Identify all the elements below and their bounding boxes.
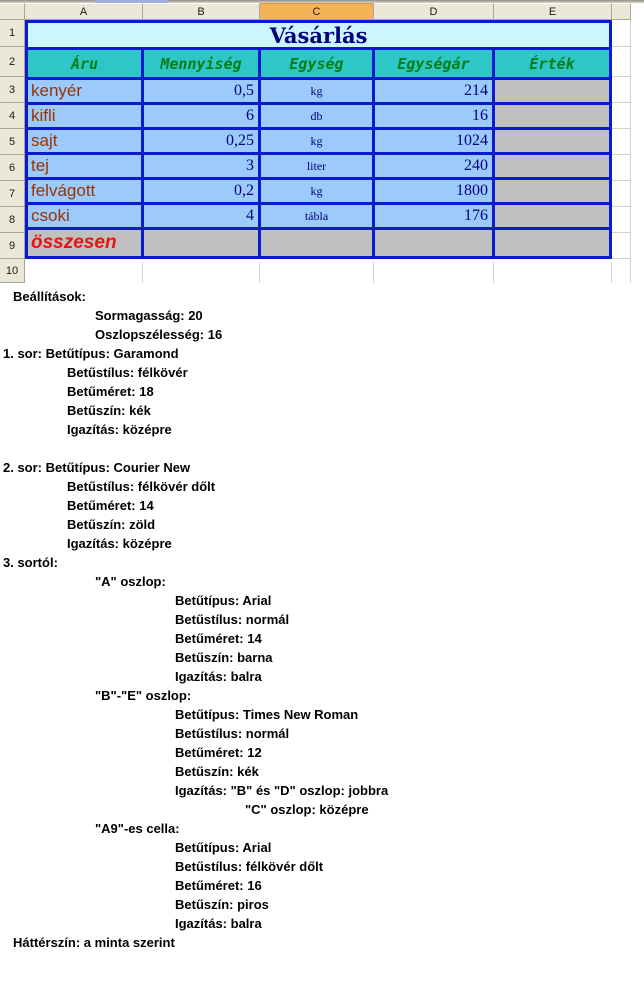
cell-a4[interactable]: kifli [28,105,141,127]
cell-c9[interactable] [261,230,372,256]
column-header-a[interactable]: A [25,3,143,20]
select-all-corner[interactable] [0,3,25,20]
gridline [612,102,630,103]
settings-line: Sormagasság: 20 [95,308,203,323]
settings-line: "A" oszlop: [95,574,166,589]
row-header-5[interactable]: 5 [0,129,25,155]
header-cell-aru[interactable]: Áru [28,50,141,77]
gridline [612,258,630,259]
cell-e4[interactable] [495,105,609,127]
settings-line: Betűtípus: Times New Roman [175,707,359,722]
settings-line: "A9"-es cella: [95,821,180,836]
row-header-2[interactable]: 2 [0,47,25,77]
cell-a3[interactable]: kenyér [28,80,141,102]
cell-d6[interactable]: 240 [375,155,492,177]
settings-line: Betűméret: 18 [67,384,154,399]
settings-line: Betűméret: 14 [175,631,262,646]
cell-d4[interactable]: 16 [375,105,492,127]
cell-b7[interactable]: 0,2 [144,180,258,202]
settings-line: Háttérszín: a minta szerint [13,935,175,950]
settings-line: Betűméret: 12 [175,745,262,760]
cell-a9-total[interactable]: összesen [28,230,141,256]
column-header-d[interactable]: D [374,3,494,20]
settings-line: Betűszín: kék [175,764,259,779]
gridline [259,262,260,283]
column-header-b[interactable]: B [143,3,260,20]
settings-line: Betűszín: barna [175,650,273,665]
cell-d3[interactable]: 214 [375,80,492,102]
header-cell-ertek[interactable]: Érték [495,50,609,77]
cell-d9[interactable] [375,230,492,256]
column-header-e[interactable]: E [494,3,612,20]
cell-d7[interactable]: 1800 [375,180,492,202]
row-header-7[interactable]: 7 [0,181,25,207]
settings-line: "C" oszlop: középre [245,802,369,817]
row-header-8[interactable]: 8 [0,207,25,233]
settings-line: Betűstílus: félkövér dőlt [67,479,216,494]
row-header-9[interactable]: 9 [0,233,25,259]
settings-line: Igazítás: középre [67,536,172,551]
settings-line-blank [0,439,644,458]
settings-line: Betűstílus: félkövér [67,365,188,380]
settings-line: Igazítás: középre [67,422,172,437]
settings-line: Betűstílus: normál [175,726,290,741]
header-cell-egysegar[interactable]: Egységár [375,50,492,77]
gridline [611,262,612,283]
cell-d8[interactable]: 176 [375,205,492,227]
settings-line: Betűtípus: Arial [175,593,272,608]
settings-line: Betűszín: zöld [67,517,156,532]
settings-line: Beállítások: [13,289,86,304]
cell-c7[interactable]: kg [261,180,372,202]
cell-b4[interactable]: 6 [144,105,258,127]
settings-line: Betűszín: kék [67,403,151,418]
settings-line: "B"-"E" oszlop: [95,688,192,703]
cell-a6[interactable]: tej [28,155,141,177]
gridline [493,262,494,283]
cell-c6[interactable]: liter [261,155,372,177]
settings-line: Betűméret: 16 [175,878,262,893]
cell-b6[interactable]: 3 [144,155,258,177]
gridline [630,20,631,283]
settings-line: Igazítás: "B" és "D" oszlop: jobbra [175,783,389,798]
cell-d5[interactable]: 1024 [375,130,492,152]
cell-e3[interactable] [495,80,609,102]
column-header-f-partial[interactable] [612,3,631,20]
settings-line: Igazítás: balra [175,916,262,931]
cell-e7[interactable] [495,180,609,202]
cell-c4[interactable]: db [261,105,372,127]
header-cell-egyseg[interactable]: Egység [261,50,372,77]
settings-line: Igazítás: balra [175,669,262,684]
gridline [373,262,374,283]
gridline [612,232,630,233]
gridline [612,128,630,129]
cell-b8[interactable]: 4 [144,205,258,227]
cell-a7[interactable]: felvágott [28,180,141,202]
cell-e5[interactable] [495,130,609,152]
settings-line: Betűszín: piros [175,897,269,912]
settings-line: Betűméret: 14 [67,498,154,513]
settings-line: 2. sor: Betűtípus: Courier New [3,460,191,475]
row-header-6[interactable]: 6 [0,155,25,181]
cell-b9[interactable] [144,230,258,256]
cell-b5[interactable]: 0,25 [144,130,258,152]
settings-line: Betűstílus: félkövér dőlt [175,859,324,874]
cell-e9[interactable] [495,230,609,256]
settings-line: 1. sor: Betűtípus: Garamond [3,346,179,361]
gridline [612,154,630,155]
cell-c5[interactable]: kg [261,130,372,152]
column-header-c-selected[interactable]: C [260,3,374,20]
shopping-table [25,20,612,259]
cell-e6[interactable] [495,155,609,177]
cell-c8[interactable]: tábla [261,205,372,227]
cell-a5[interactable]: sajt [28,130,141,152]
gridline [142,262,143,283]
cell-b3[interactable]: 0,5 [144,80,258,102]
settings-line: Betűtípus: Arial [175,840,272,855]
row-header-3[interactable]: 3 [0,77,25,103]
settings-line: Betűstílus: normál [175,612,290,627]
header-cell-mennyiseg[interactable]: Mennyiség [144,50,258,77]
table-title-cell[interactable]: Vásárlás [28,23,609,47]
gridline [612,206,630,207]
settings-text-block [0,287,644,952]
cell-a8[interactable]: csoki [28,205,141,227]
cell-e8[interactable] [495,205,609,227]
row-header-1[interactable]: 1 [0,20,25,47]
row-header-4[interactable]: 4 [0,103,25,129]
gridline [612,46,630,47]
settings-line: 3. sortól: [3,555,58,570]
row-header-10[interactable]: 10 [0,259,25,283]
settings-line: Oszlopszélesség: 16 [95,327,223,342]
gridline [612,76,630,77]
gridline [612,180,630,181]
cell-c3[interactable]: kg [261,80,372,102]
